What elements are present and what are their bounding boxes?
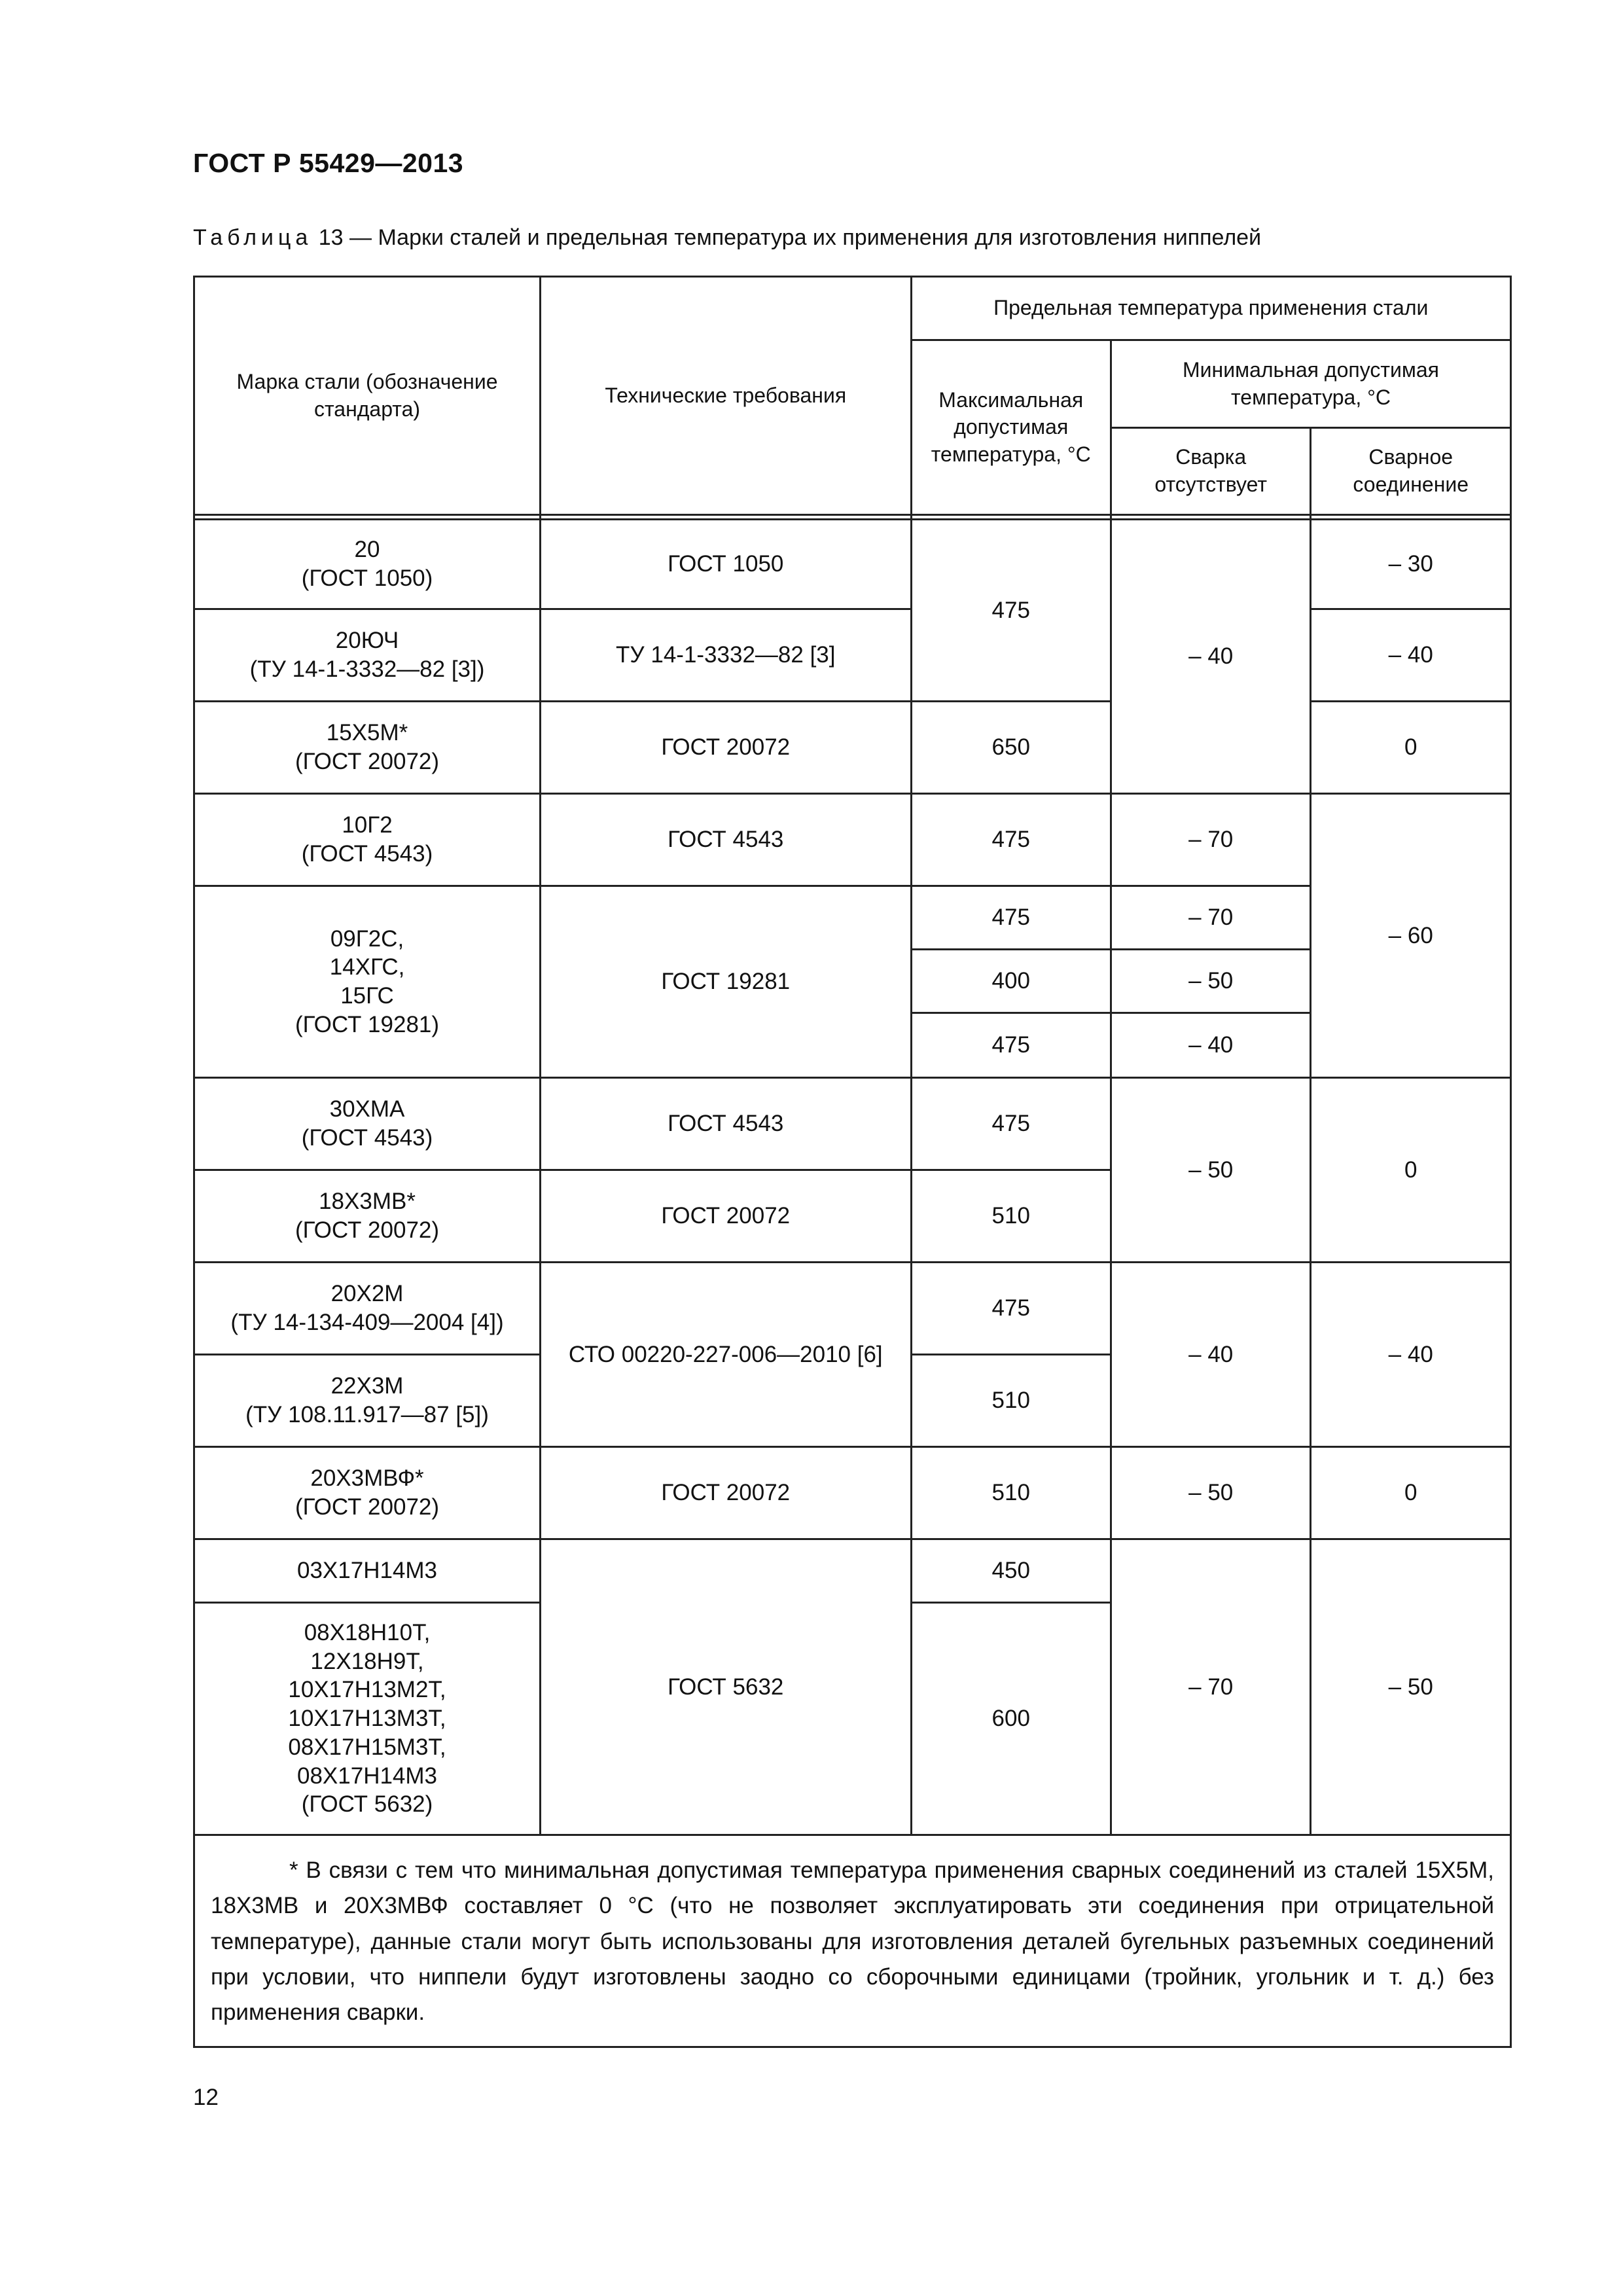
tech-cell: ГОСТ 20072 [541,1170,911,1263]
tech-cell: ГОСТ 4543 [541,1078,911,1170]
grade-cell: 30ХМА (ГОСТ 4543) [194,1078,541,1170]
min-weld-cell: 0 [1311,702,1511,794]
header-grade: Марка стали (обозначение стандарта) [194,277,541,515]
max-temp-cell: 510 [911,1355,1111,1447]
max-temp-cell: 475 [911,1078,1111,1170]
document-code: ГОСТ Р 55429—2013 [193,148,464,178]
table-row [194,609,1511,702]
header-limit-temp: Предельная температура применения стали [911,277,1511,340]
max-temp-cell: 475 [911,1013,1111,1078]
page-number: 12 [193,2085,219,2110]
min-no-weld-cell: – 70 [1111,794,1310,886]
max-temp-cell: 400 [911,950,1111,1013]
table-row [194,1447,1511,1539]
min-no-weld-cell: – 50 [1111,950,1310,1013]
grade-cell: 18Х3МВ* (ГОСТ 20072) [194,1170,541,1263]
max-temp-cell: 600 [911,1603,1111,1835]
min-no-weld-cell: – 70 [1111,1539,1310,1835]
min-weld-cell: – 40 [1311,609,1511,702]
max-temp-cell: 450 [911,1539,1111,1603]
min-weld-cell: 0 [1311,1447,1511,1539]
grade-cell: 08Х18Н10Т, 12Х18Н9Т, 10Х17Н13М2Т, 10Х17Н13М3Т, 08Х17Н15М3Т, 08Х17Н14М3 (ГОСТ 5632) [194,1603,541,1835]
tech-cell: ГОСТ 1050 [541,520,911,609]
max-temp-cell: 475 [911,520,1111,702]
tech-cell: ГОСТ 19281 [541,886,911,1078]
min-weld-cell: – 30 [1311,520,1511,609]
max-temp-cell: 510 [911,1170,1111,1263]
max-temp-cell: 475 [911,886,1111,950]
tech-cell: ГОСТ 4543 [541,794,911,886]
tech-cell: ТУ 14-1-3332—82 [3] [541,609,911,702]
tech-cell: ГОСТ 5632 [541,1539,911,1835]
table-footnote: * В связи с тем что минимальная допустимая температура применения сварных соединений из сталей 15Х5М, 18Х3МВ и 20Х3МВФ составляет 0 °С (что не позволяет эксплуатировать эти соединения при отрицательной температуре), данные стали могут быть использованы для изготовления деталей бугельных разъемных соединений при условии, что ниппели будут изготовлены заодно со сборочными единицами (тройник, угольник и т. д.) без применения сварки. [194,1835,1511,2047]
table-row [194,1263,1511,1355]
table-row [194,1078,1511,1170]
grade-cell: 20ЮЧ (ТУ 14-1-3332—82 [3]) [194,609,541,702]
grade-cell: 20Х2М (ТУ 14-134-409—2004 [4]) [194,1263,541,1355]
min-no-weld-cell: – 40 [1111,520,1310,794]
header-weld: Сварное соединение [1311,428,1511,515]
steel-grades-table [193,276,1512,2048]
table-row [194,1539,1511,1603]
min-weld-cell: – 50 [1311,1539,1511,1835]
grade-cell: 22Х3М (ТУ 108.11.917—87 [5]) [194,1355,541,1447]
caption-text: 13 — Марки сталей и предельная температура их применения для изготовления ниппелей [312,225,1262,250]
max-temp-cell: 650 [911,702,1111,794]
max-temp-cell: 475 [911,1263,1111,1355]
table-row [194,520,1511,609]
header-separator [194,515,1511,520]
grade-cell: 10Г2 (ГОСТ 4543) [194,794,541,886]
grade-cell: 20 (ГОСТ 1050) [194,520,541,609]
max-temp-cell: 510 [911,1447,1111,1539]
min-no-weld-cell: – 70 [1111,886,1310,950]
grade-cell: 15Х5М* (ГОСТ 20072) [194,702,541,794]
tech-cell: ГОСТ 20072 [541,702,911,794]
tech-cell: СТО 00220-227-006—2010 [6] [541,1263,911,1447]
min-no-weld-cell: – 40 [1111,1263,1310,1447]
caption-prefix: Таблица [193,225,313,250]
min-no-weld-cell: – 50 [1111,1078,1310,1263]
footnote-row [194,1835,1511,2047]
grade-cell: 09Г2С, 14ХГС, 15ГС (ГОСТ 19281) [194,886,541,1078]
max-temp-cell: 475 [911,794,1111,886]
header-min-temp: Минимальная допустимая температура, °С [1111,340,1510,428]
table-row [194,702,1511,794]
min-no-weld-cell: – 50 [1111,1447,1310,1539]
header-max-temp: Максимальная допустимая температура, °С [911,340,1111,515]
header-tech-req: Технические требования [541,277,911,515]
min-weld-cell: – 40 [1311,1263,1511,1447]
table-caption [193,225,1261,251]
min-weld-cell: – 60 [1311,794,1511,1078]
grade-cell: 03Х17Н14М3 [194,1539,541,1603]
tech-cell: ГОСТ 20072 [541,1447,911,1539]
min-no-weld-cell: – 40 [1111,1013,1310,1078]
grade-cell: 20Х3МВФ* (ГОСТ 20072) [194,1447,541,1539]
min-weld-cell: 0 [1311,1078,1511,1263]
table-row [194,794,1511,886]
header-no-weld: Сварка отсутствует [1111,428,1310,515]
